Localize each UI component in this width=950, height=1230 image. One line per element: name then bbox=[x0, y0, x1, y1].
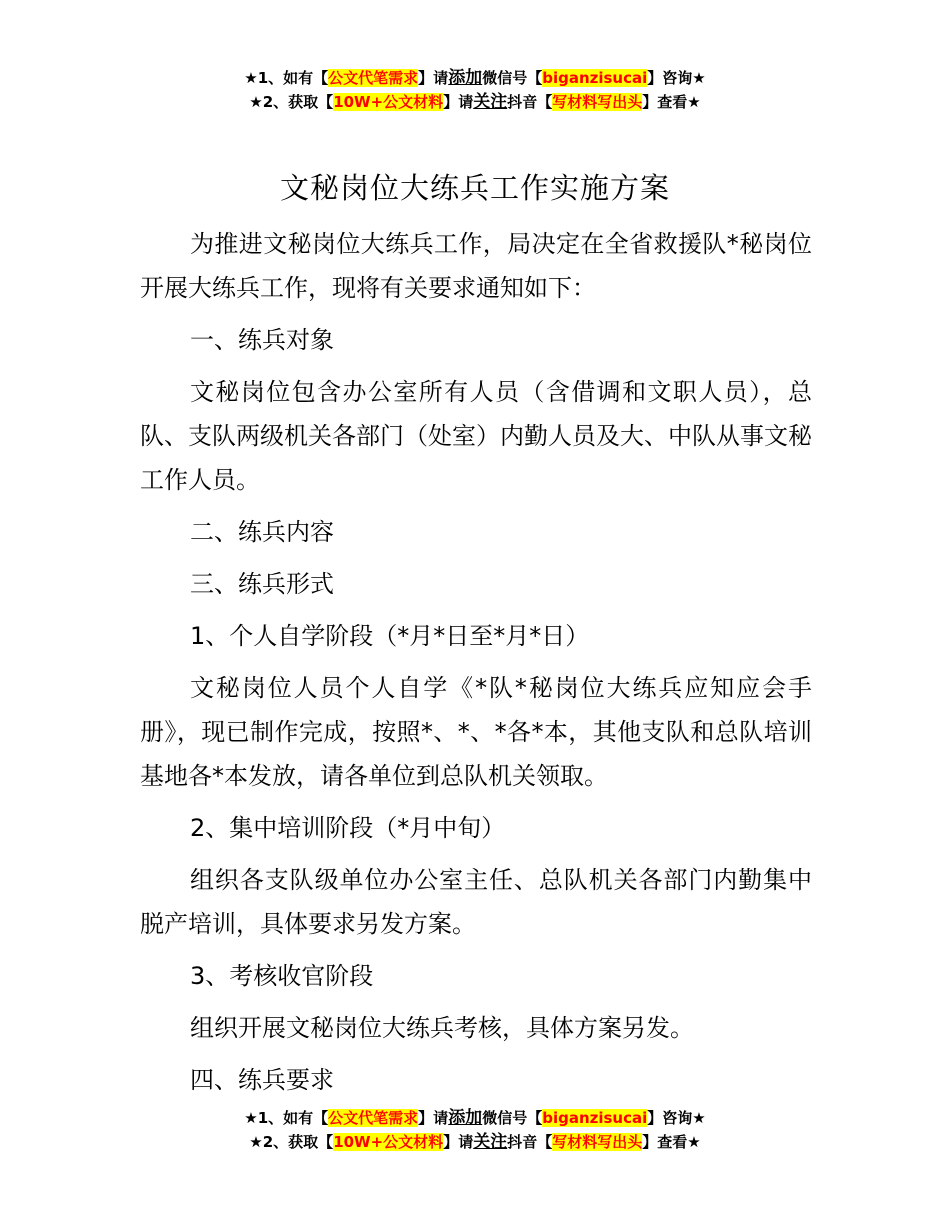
paragraph: 文秘岗位人员个人自学《*队*秘岗位大练兵应知应会手册》，现已制作完成，按照*、*、*各*本，其他支队和总队培训基地各*本发放，请各单位到总队机关领取。 bbox=[140, 674, 812, 790]
paragraph: 组织开展文秘岗位大练兵考核，具体方案另发。 bbox=[190, 1014, 694, 1042]
paragraph: 文秘岗位包含办公室所有人员（含借调和文职人员），总队、支队两级机关各部门（处室）内勤人员及大、中队从事文秘工作人员。 bbox=[140, 378, 812, 494]
banner-underlined: 关注 bbox=[473, 1132, 508, 1152]
section-heading: 三、练兵形式 bbox=[190, 570, 334, 598]
document-title: 文秘岗位大练兵工作实施方案 bbox=[279, 171, 670, 205]
banner-text: 】请 bbox=[418, 69, 449, 87]
document-body bbox=[140, 222, 812, 1110]
banner-underlined: 关注 bbox=[473, 92, 508, 112]
footer-banner bbox=[0, 1106, 950, 1154]
banner-text: 微信号【 bbox=[482, 69, 543, 87]
banner-highlight: 公文代笔需求 bbox=[328, 1109, 419, 1127]
banner-text: 】查看★ bbox=[642, 1133, 701, 1151]
subsection-heading: 1、个人自学阶段（*月*日至*月*日） bbox=[190, 622, 590, 650]
banner-text: 】请 bbox=[418, 1109, 449, 1127]
banner-highlight: 10W+公文材料 bbox=[333, 1133, 444, 1151]
section-heading: 四、练兵要求 bbox=[190, 1066, 334, 1094]
banner-text: ★2、获取【 bbox=[249, 1133, 334, 1151]
subsection-heading: 3、考核收官阶段 bbox=[190, 962, 374, 990]
banner-highlight: 写材料写出头 bbox=[552, 93, 643, 111]
banner-text: 微信号【 bbox=[482, 1109, 543, 1127]
paragraph: 为推进文秘岗位大练兵工作，局决定在全省救援队*秘岗位开展大练兵工作，现将有关要求通知如下： bbox=[140, 230, 812, 302]
banner-text: 】请 bbox=[443, 1133, 474, 1151]
section-heading: 二、练兵内容 bbox=[190, 518, 334, 546]
banner-text: ★2、获取【 bbox=[249, 93, 334, 111]
subsection-heading: 2、集中培训阶段（*月中旬） bbox=[190, 814, 506, 842]
banner-text: 】查看★ bbox=[642, 93, 701, 111]
banner-highlight: 10W+公文材料 bbox=[333, 93, 444, 111]
banner-text: 】请 bbox=[443, 93, 474, 111]
section-heading: 一、练兵对象 bbox=[190, 326, 334, 354]
banner-text: 抖音【 bbox=[507, 93, 553, 111]
header-banner bbox=[0, 66, 950, 114]
banner-text: 】咨询★ bbox=[647, 1109, 706, 1127]
banner-highlight: 写材料写出头 bbox=[552, 1133, 643, 1151]
banner-highlight: biganzisucai bbox=[542, 1109, 648, 1127]
banner-line-1 bbox=[0, 1106, 950, 1130]
paragraph: 组织各支队级单位办公室主任、总队机关各部门内勤集中脱产培训，具体要求另发方案。 bbox=[140, 866, 812, 938]
banner-line-2 bbox=[0, 90, 950, 114]
banner-highlight: biganzisucai bbox=[542, 69, 648, 87]
banner-underlined: 添加 bbox=[448, 68, 483, 88]
banner-line-2 bbox=[0, 1130, 950, 1154]
banner-text: ★1、如有【 bbox=[244, 69, 329, 87]
banner-text: ★1、如有【 bbox=[244, 1109, 329, 1127]
banner-text: 】咨询★ bbox=[647, 69, 706, 87]
banner-highlight: 公文代笔需求 bbox=[328, 69, 419, 87]
banner-underlined: 添加 bbox=[448, 1108, 483, 1128]
banner-text: 抖音【 bbox=[507, 1133, 553, 1151]
banner-line-1 bbox=[0, 66, 950, 90]
